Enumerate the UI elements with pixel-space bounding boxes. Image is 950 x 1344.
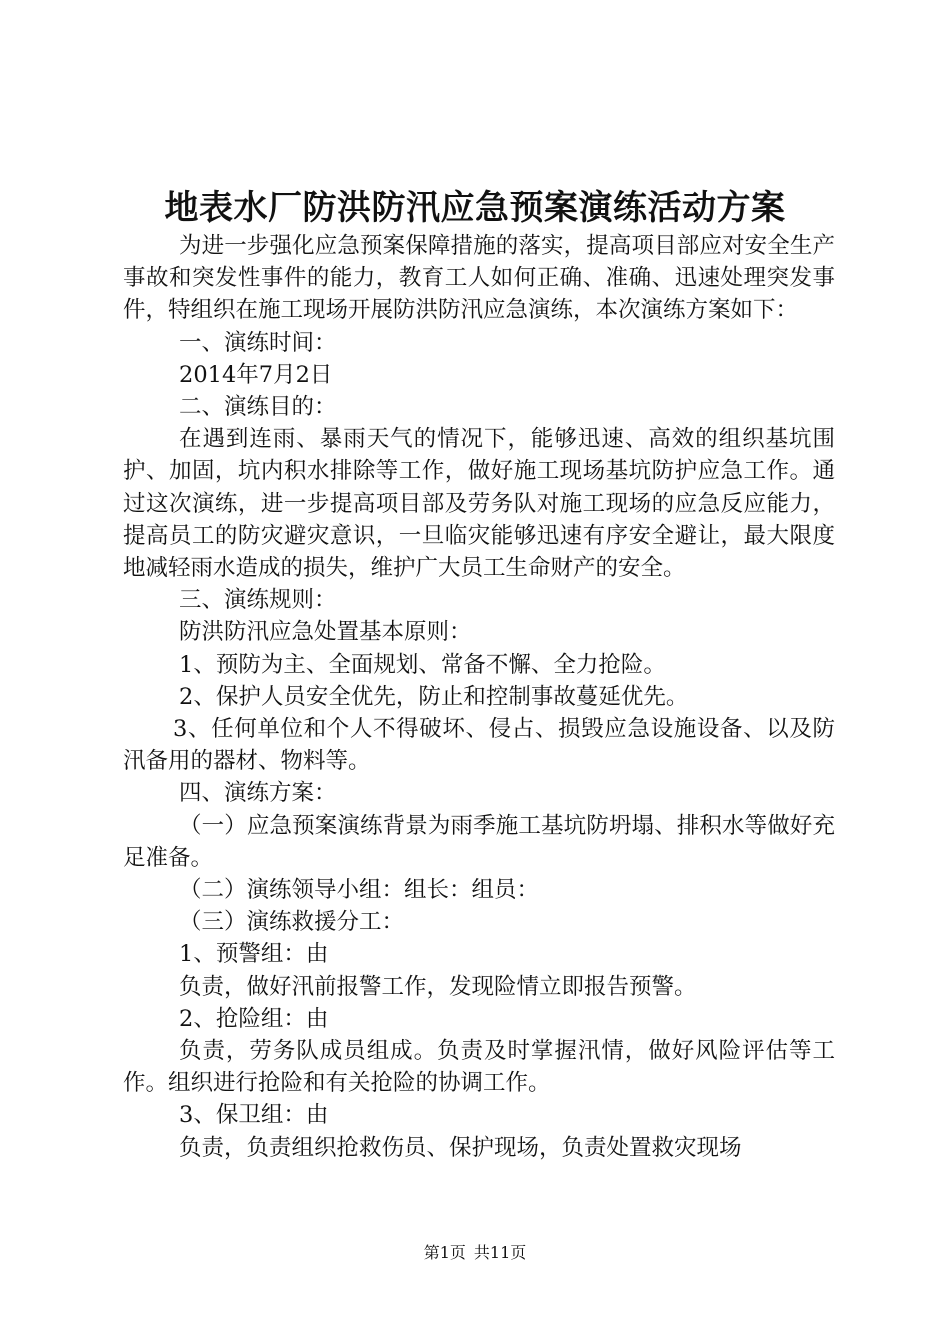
paragraph-plan-background: （一）应急预案演练背景为雨季施工基坑防坍塌、排积水等做好充足准备。 — [123, 812, 835, 871]
document-title: 地表水厂防洪防汛应急预案演练活动方案 — [164, 188, 786, 228]
paragraph-rescue-duty: 负责，劳务队成员组成。负责及时掌握汛情，做好风险评估等工作。组织进行抢险和有关抢险的协调工作。 — [123, 1038, 835, 1097]
page-footer — [0, 1243, 950, 1263]
paragraph-leadership-group: （二）演练领导小组：组长：组员： — [179, 877, 540, 904]
paragraph-rescue-division: （三）演练救援分工： — [179, 909, 405, 936]
list-item-principle-3: 3、任何单位和个人不得破坏、侵占、损毁应急设施设备、以及防汛备用的器材、物料等。 — [123, 716, 835, 775]
list-item-principle-1: 1、预防为主、全面规划、常备不懈、全力抢险。 — [179, 651, 666, 678]
heading-drill-plan: 四、演练方案： — [179, 780, 337, 807]
paragraph-intro: 为进一步强化应急预案保障措施的落实，提高项目部应对安全生产事故和突发性事件的能力，教育工人如何正确、准确、迅速处理突发事件，特组织在施工现场开展防洪防汛应急演练，本次演练方案如下： — [123, 233, 835, 324]
document-body — [123, 230, 835, 1164]
list-item-principle-2: 2、保护人员安全优先，防止和控制事故蔓延优先。 — [179, 683, 689, 710]
paragraph-security-duty: 负责，负责组织抢救伤员、保护现场，负责处置救灾现场 — [179, 1134, 742, 1161]
page-number: 第1页 — [423, 1243, 466, 1262]
page-total: 共11页 — [473, 1243, 527, 1262]
list-item-rescue-group: 2、抢险组：由 — [179, 1005, 329, 1032]
heading-drill-rules: 三、演练规则： — [179, 587, 337, 614]
list-item-warning-group: 1、预警组：由 — [179, 941, 329, 968]
list-item-security-group: 3、保卫组：由 — [179, 1102, 329, 1129]
paragraph-drill-purpose: 在遇到连雨、暴雨天气的情况下，能够迅速、高效的组织基坑围护、加固，坑内积水排除等工作，做好施工现场基坑防护应急工作。通过这次演练，进一步提高项目部及劳务队对施工现场的应急反应能力，提高员工的防灾避灾意识，一旦临灾能够迅速有序安全避让，最大限度地减轻雨水造成的损失，维护广大员工生命财产的安全。 — [123, 426, 835, 582]
paragraph-warning-duty: 负责，做好汛前报警工作，发现险情立即报告预警。 — [179, 973, 697, 1000]
paragraph-drill-date: 2014年7月2日 — [179, 361, 333, 388]
heading-drill-time: 一、演练时间： — [179, 329, 337, 356]
heading-drill-purpose: 二、演练目的： — [179, 394, 337, 421]
paragraph-basic-principles: 防洪防汛应急处置基本原则： — [179, 619, 472, 646]
